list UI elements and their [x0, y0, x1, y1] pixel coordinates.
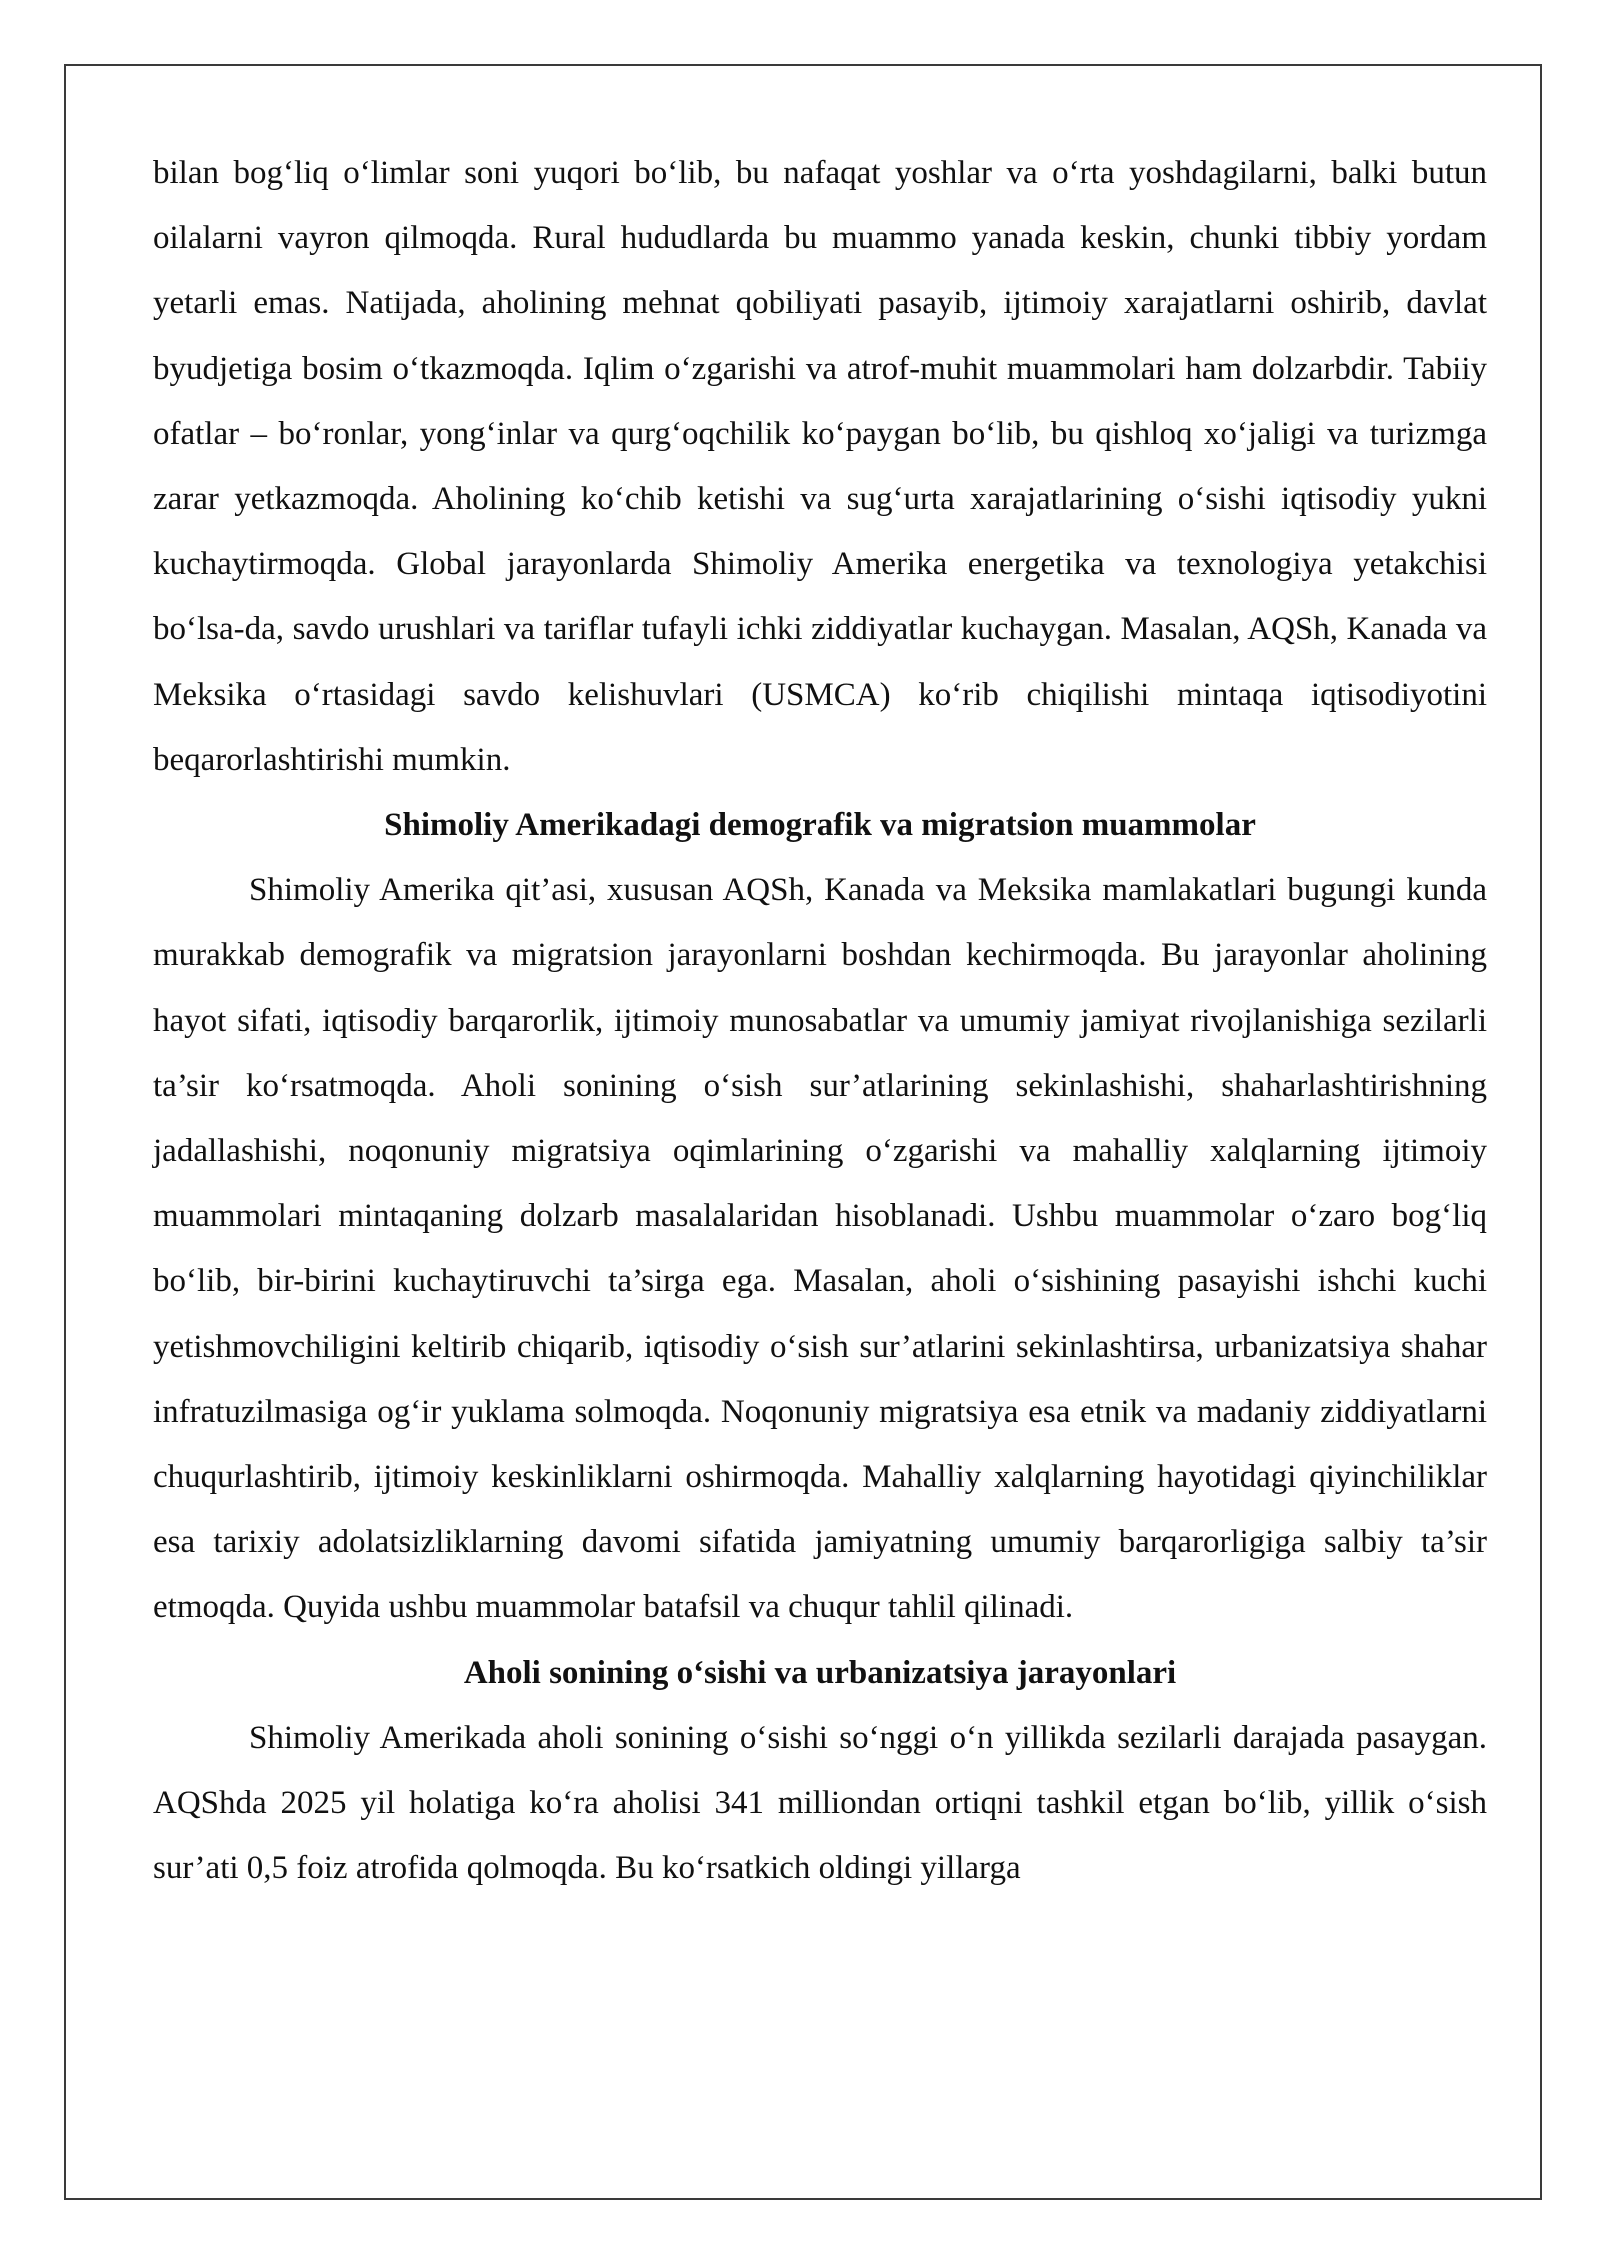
- section-heading-demographic-migration: Shimoliy Amerikadagi demografik va migratsion muammolar: [384, 807, 1256, 844]
- document-body: [153, 141, 1487, 1901]
- paragraph-continuation: bilan bog‘liq o‘limlar soni yuqori bo‘lib, bu nafaqat yoshlar va o‘rta yoshdagilarni, balki butun oilalarni vayron qilmoqda. Rural hududlarda bu muammo yanada keskin, chunki tibbiy yordam yetarli emas. Natijada, aholining mehnat qobiliyati pasayib, ijtimoiy xarajatlarni oshirib, davlat byudjetiga bosim o‘tkazmoqda. Iqlim o‘zgarishi va atrof-muhit muammolari ham dolzarbdir. Tabiiy ofatlar – bo‘ronlar, yong‘inlar va qurg‘oqchilik ko‘paygan bo‘lib, bu qishloq xo‘jaligi va turizmga zarar yetkazmoqda. Aholining ko‘chib ketishi va sug‘urta xarajatlarining o‘sishi iqtisodiy yukni kuchaytirmoqda. Global jarayonlarda Shimoliy Amerika energetika va texnologiya yetakchisi bo‘lsa-da, savdo urushlari va tariflar tufayli ichki ziddiyatlar kuchaygan. Masalan, AQSh, Kanada va Meksika o‘rtasidagi savdo kelishuvlari (USMCA) ko‘rib chiqilishi mintaqa iqtisodiyotini beqarorlashtirishi mumkin.: [153, 155, 1487, 778]
- paragraph-demographic-migration: Shimoliy Amerika qit’asi, xususan AQSh, Kanada va Meksika mamlakatlari bugungi kunda murakkab demografik va migratsion jarayonlarni boshdan kechirmoqda. Bu jarayonlar aholining hayot sifati, iqtisodiy barqarorlik, ijtimoiy munosabatlar va umumiy jamiyat rivojlanishiga sezilarli ta’sir ko‘rsatmoqda. Aholi sonining o‘sish sur’atlarining sekinlashishi, shaharlashtirishning jadallashishi, noqonuniy migratsiya oqimlarining o‘zgarishi va mahalliy xalqlarning ijtimoiy muammolari mintaqaning dolzarb masalalaridan hisoblanadi. Ushbu muammolar o‘zaro bog‘liq bo‘lib, bir-birini kuchaytiruvchi ta’sirga ega. Masalan, aholi o‘sishining pasayishi ishchi kuchi yetishmovchiligini keltirib chiqarib, iqtisodiy o‘sish sur’atlarini sekinlashtirsa, urbanizatsiya shahar infratuzilmasiga og‘ir yuklama solmoqda. Noqonuniy migratsiya esa etnik va madaniy ziddiyatlarni chuqurlashtirib, ijtimoiy keskinliklarni oshirmoqda. Mahalliy xalqlarning hayotidagi qiyinchiliklar esa tarixiy adolatsizliklarning davomi sifatida jamiyatning umumiy barqarorligiga salbiy ta’sir etmoqda. Quyida ushbu muammolar batafsil va chuqur tahlil qilinadi.: [153, 872, 1487, 1626]
- section-heading-population-urbanization: Aholi sonining o‘sishi va urbanizatsiya jarayonlari: [463, 1654, 1177, 1691]
- paragraph-population-growth: Shimoliy Amerikada aholi sonining o‘sishi so‘nggi o‘n yillikda sezilarli darajada pasaygan. AQShda 2025 yil holatiga ko‘ra aholisi 341 milliondan ortiqni tashkil etgan bo‘lib, yillik o‘sish sur’ati 0,5 foiz atrofida qolmoqda. Bu ko‘rsatkich oldingi yillarga: [153, 1719, 1487, 1887]
